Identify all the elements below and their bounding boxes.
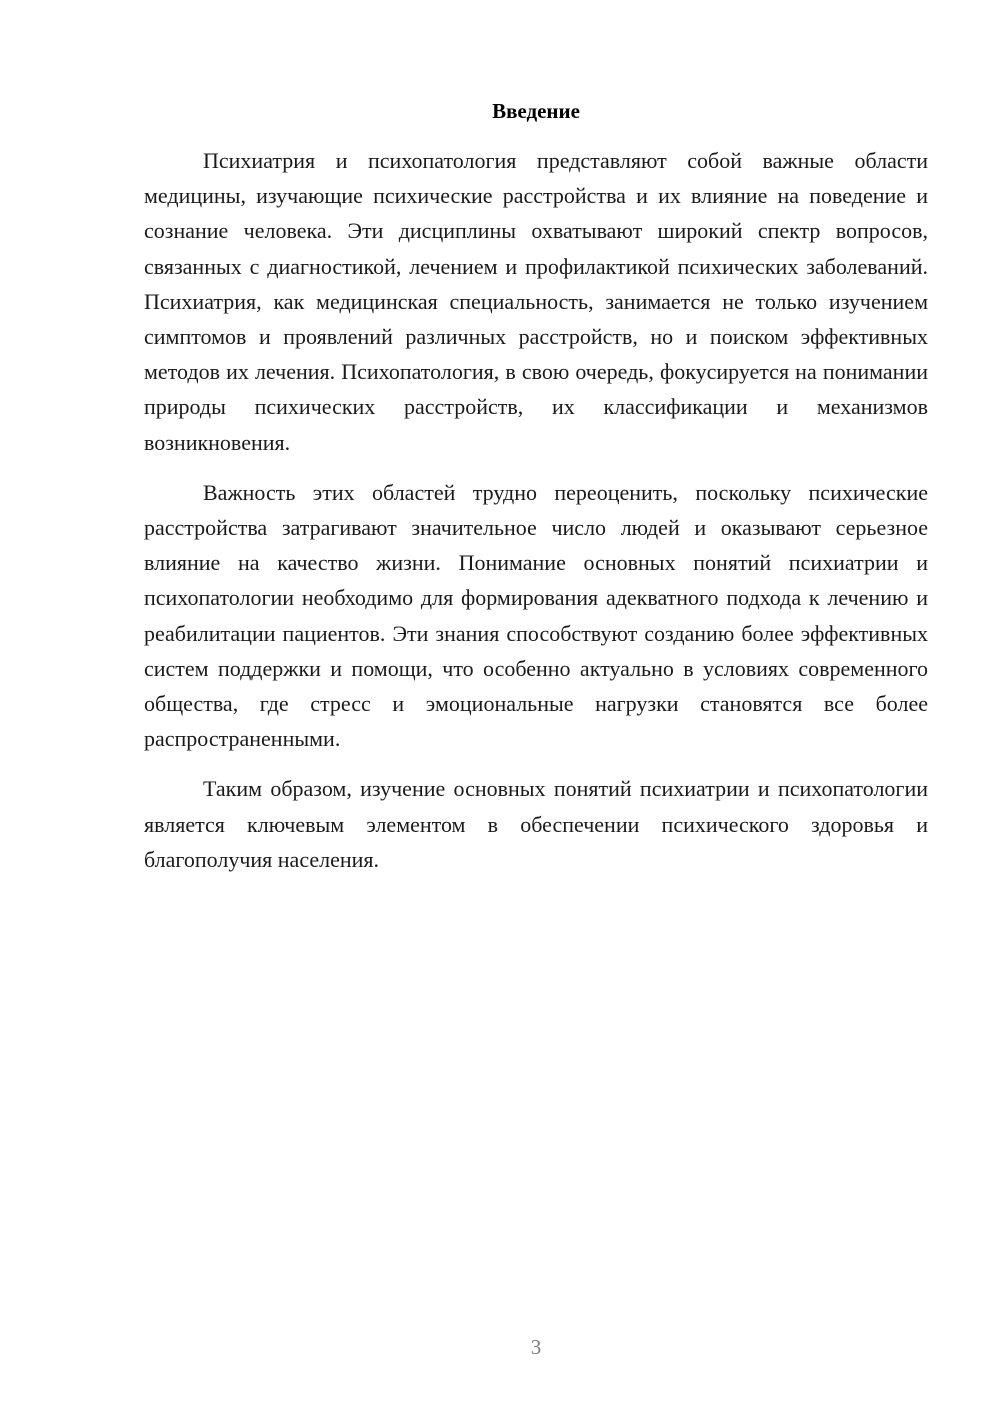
body-text (144, 143, 928, 892)
paragraph-3: Таким образом, изучение основных понятий психиатрии и психопатологии является ключевым элементом в обеспечении психического здоровья и благополучия населения. (144, 776, 928, 872)
paragraph-2: Важность этих областей трудно переоценить, поскольку психические расстройства затрагивают значительное число людей и оказывают серьезное влияние на качество жизни. Понимание основных понятий психиатрии и психопатологии необходимо для формирования адекватного подхода к лечению и реабилитации пациентов. Эти знания способствуют созданию более эффективных систем поддержки и помощи, что особенно актуально в условиях современного общества, где стресс и эмоциональные нагрузки становятся все более распространенными. (144, 479, 928, 752)
page-number: 3 (530, 1335, 542, 1359)
section-title: Введение (492, 99, 580, 123)
paragraph-1: Психиатрия и психопатология представляют собой важные области медицины, изучающие психические расстройства и их влияние на поведение и сознание человека. Эти дисциплины охватывают широкий спектр вопросов, связанных с диагностикой, лечением и профилактикой психических заболеваний. Психиатрия, как медицинская специальность, занимается не только изучением симптомов и проявлений различных расстройств, но и поиском эффективных методов их лечения. Психопатология, в свою очередь, фокусируется на понимании природы психических расстройств, их классификации и механизмов возникновения. (144, 148, 928, 455)
